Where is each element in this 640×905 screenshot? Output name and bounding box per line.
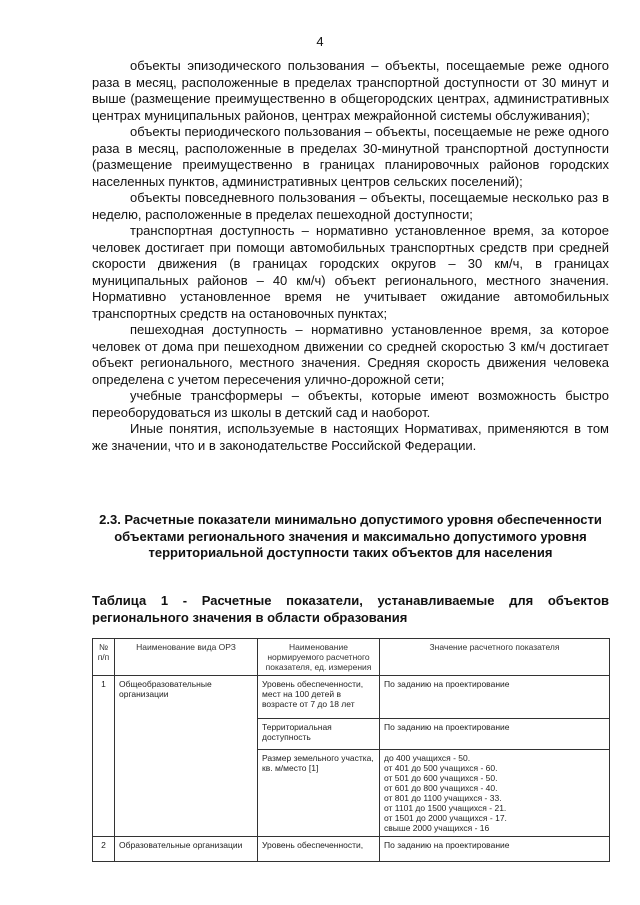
land-size-line: от 401 до 500 учащихся - 60. bbox=[384, 763, 498, 773]
land-size-line: от 601 до 800 учащихся - 40. bbox=[384, 783, 498, 793]
header-indicator: Наименование нормируемого расчетного показателя, ед. измерения bbox=[258, 639, 380, 676]
header-num: № п/п bbox=[93, 639, 115, 676]
row2-num: 2 bbox=[93, 837, 115, 862]
row1-value-1: По заданию на проектирование bbox=[380, 676, 610, 719]
table-row bbox=[93, 837, 610, 862]
section-heading: 2.3. Расчетные показатели минимально допустимого уровня обеспеченности объектами регионального значения и максимально допустимого уровня территориальной доступности таких объектов для населения bbox=[99, 512, 602, 560]
row1-indicator-1: Уровень обеспеченности, мест на 100 детей в возрасте от 7 до 18 лет bbox=[258, 676, 380, 719]
definitions-text bbox=[92, 58, 609, 454]
table-header-row bbox=[93, 639, 610, 676]
paragraph-pedestrian-access: пешеходная доступность – нормативно установленное время, за которое человек от дома при пешеходном движении со средней скоростью 3 км/ч достигает объект регионального, местного значения. Средняя скорость движения человека определена с учетом пересечения улично-дорожной сети; bbox=[92, 322, 609, 387]
paragraph-periodic: объекты периодического пользования – объекты, посещаемые не реже одного раза в месяц, расположенные в пределах 30-минутной транспортной доступности (размещение преимущественно в границах планировочных районов городских населенных пунктов, административных центров сельских поселений); bbox=[92, 124, 609, 189]
row1-value-3 bbox=[380, 750, 610, 837]
row1-num: 1 bbox=[93, 676, 115, 837]
header-name: Наименование вида ОРЗ bbox=[115, 639, 258, 676]
land-size-line: от 501 до 600 учащихся - 50. bbox=[384, 773, 498, 783]
row1-indicator-3: Размер земельного участка, кв. м/место [1] bbox=[258, 750, 380, 837]
land-size-line: до 400 учащихся - 50. bbox=[384, 753, 471, 763]
paragraph-episodic: объекты эпизодического пользования – объекты, посещаемые реже одного раза в месяц, расположенные в пределах транспортной доступности от 30 минут и выше (размещение преимущественно в общегородских центрах, административных центрах муниципальных районов, центрах межрайонной системы обслуживания); bbox=[92, 58, 609, 123]
row2-name: Образовательные организации bbox=[115, 837, 258, 862]
row1-name: Общеобразовательные организации bbox=[115, 676, 258, 837]
land-size-line: от 801 до 1100 учащихся - 33. bbox=[384, 793, 502, 803]
row2-indicator-1: Уровень обеспеченности, bbox=[258, 837, 380, 862]
row1-indicator-2: Территориальная доступность bbox=[258, 719, 380, 750]
row1-value-2: По заданию на проектирование bbox=[380, 719, 610, 750]
indicators-table-wrap bbox=[92, 638, 610, 862]
table-row bbox=[93, 676, 610, 719]
header-value: Значение расчетного показателя bbox=[380, 639, 610, 676]
paragraph-other-terms: Иные понятия, используемые в настоящих Нормативах, применяются в том же значении, что и в законодательстве Российской Федерации. bbox=[92, 421, 609, 453]
land-size-line: от 1501 до 2000 учащихся - 17. bbox=[384, 813, 507, 823]
paragraph-transport-access: транспортная доступность – нормативно установленное время, за которое человек достигает при помощи автомобильных транспортных средств при средней скорости движения (в границах городских округов – 30 км/ч, в границах муниципальных районов – 40 км/ч) объект регионального, местного значения. Нормативно установленное время не учитывает ожидание автомобильных транспортных средств на остановочных пунктах; bbox=[92, 223, 609, 321]
row2-value-1: По заданию на проектирование bbox=[380, 837, 610, 862]
paragraph-transformers: учебные трансформеры – объекты, которые имеют возможность быстро переоборудоваться из школы в детский сад и наоборот. bbox=[92, 388, 609, 420]
paragraph-daily: объекты повседневного пользования – объекты, посещаемые несколько раз в неделю, расположенные в пределах пешеходной доступности; bbox=[92, 190, 609, 222]
page-number: 4 bbox=[316, 34, 324, 49]
land-size-line: от 1101 до 1500 учащихся - 21. bbox=[384, 803, 507, 813]
land-size-line: свыше 2000 учащихся - 16 bbox=[384, 823, 490, 833]
indicators-table bbox=[92, 638, 610, 862]
table-title: Таблица 1 - Расчетные показатели, устанавливаемые для объектов регионального значения в области образования bbox=[92, 593, 609, 625]
